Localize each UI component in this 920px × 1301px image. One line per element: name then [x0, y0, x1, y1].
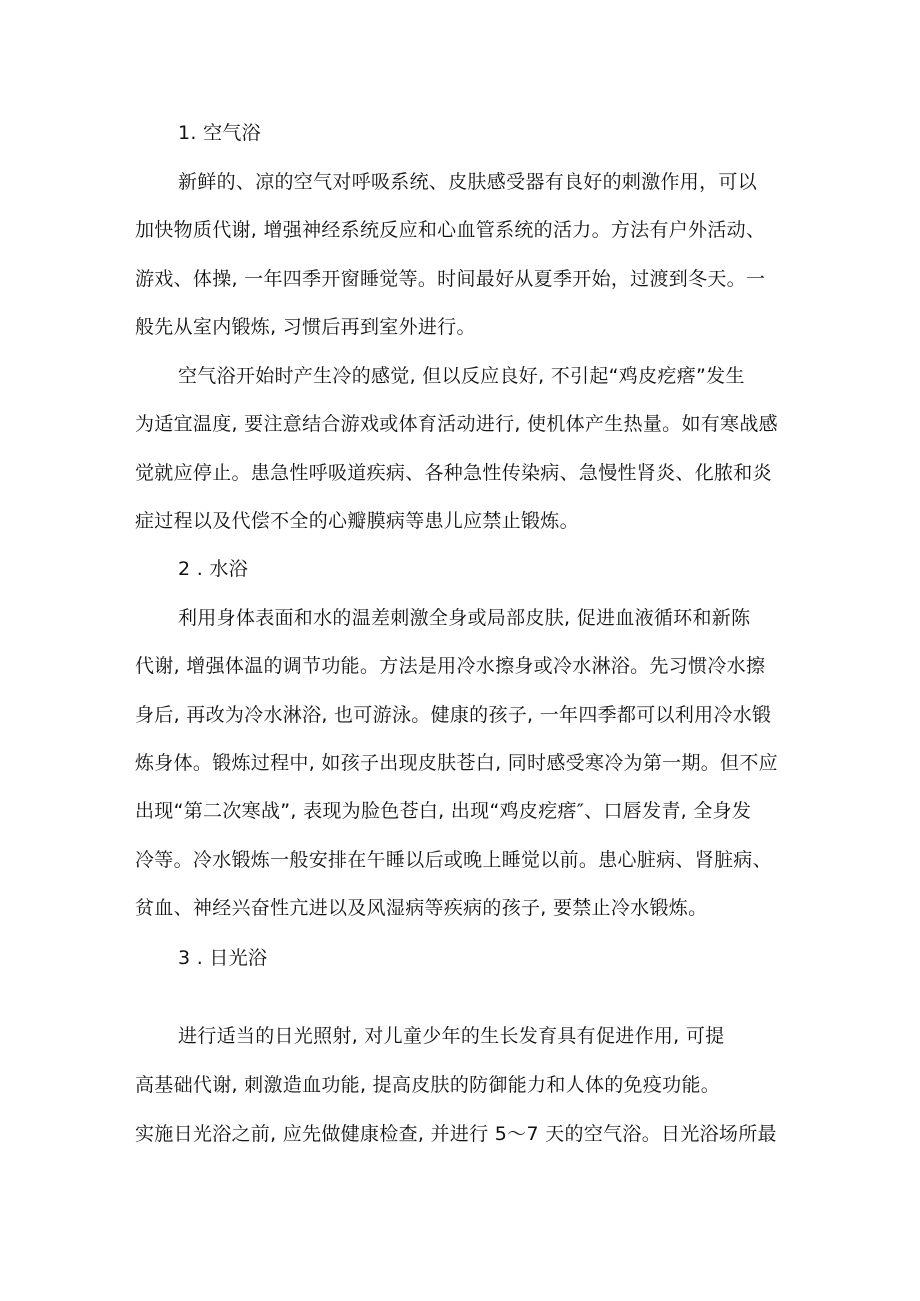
- section-heading-air-bath: 1. 空气浴: [178, 122, 261, 144]
- paragraph-line: 空气浴开始时产生冷的感觉, 但以反应良好, 不引起“鸡皮疙瘩”发生: [178, 365, 745, 387]
- paragraph-line: 冷等。冷水锻炼一般安排在午睡以后或晚上睡觉以前。患心脏病、肾脏病、: [135, 849, 772, 871]
- section-heading-water-bath: 2 . 水浴: [178, 558, 249, 580]
- paragraph-line: 代谢, 增强体温的调节功能。方法是用冷水擦身或冷水淋浴。先习惯冷水擦: [135, 655, 766, 677]
- paragraph-line: 出现“第二次寒战”, 表现为脸色苍白, 出现“鸡皮疙瘩″、口唇发青, 全身发: [135, 800, 752, 822]
- paragraph-line: 炼身体。锻炼过程中, 如孩子出现皮肤苍白, 同时感受寒冷为第一期。但不应: [135, 752, 778, 774]
- paragraph-line: 游戏、体操, 一年四季开窗睡觉等。时间最好从夏季开始，过渡到冬天。一: [135, 268, 766, 290]
- paragraph-line: 新鲜的、凉的空气对呼吸系统、皮肤感受器有良好的刺激作用，可以: [178, 171, 758, 193]
- paragraph-line: 般先从室内锻炼, 习惯后再到室外进行。: [135, 316, 476, 338]
- paragraph-line: 加快物质代谢, 增强神经系统反应和心血管系统的活力。方法有户外活动、: [135, 219, 766, 241]
- paragraph-line: 贫血、神经兴奋性亢进以及风湿病等疾病的孩子, 要禁止冷水锻炼。: [135, 897, 708, 919]
- paragraph-line: 高基础代谢, 刺激造血功能, 提高皮肤的防御能力和人体的免疫功能。: [135, 1074, 721, 1096]
- section-heading-sun-bath: 3 . 日光浴: [178, 947, 268, 969]
- paragraph-line: 利用身体表面和水的温差刺激全身或局部皮肤, 促进血液循环和新陈: [178, 607, 751, 629]
- paragraph-line: 为适宜温度, 要注意结合游戏或体育活动进行, 使机体产生热量。如有寒战感: [135, 413, 778, 435]
- paragraph-line: 进行适当的日光照射, 对儿童少年的生长发育具有促进作用, 可提: [178, 1025, 725, 1047]
- paragraph-line: 身后, 再改为冷水淋浴, 也可游泳。健康的孩子, 一年四季都可以利用冷水锻: [135, 704, 772, 726]
- paragraph-line: 症过程以及代偿不全的心瓣膜病等患儿应禁止锻炼。: [135, 510, 579, 532]
- paragraph-line: 觉就应停止。患急性呼吸道疾病、各种急性传染病、急慢性肾炎、化脓和炎: [135, 462, 772, 484]
- paragraph-line: 实施日光浴之前, 应先做健康检查, 并进行 5～7 天的空气浴。日光浴场所最: [135, 1123, 777, 1145]
